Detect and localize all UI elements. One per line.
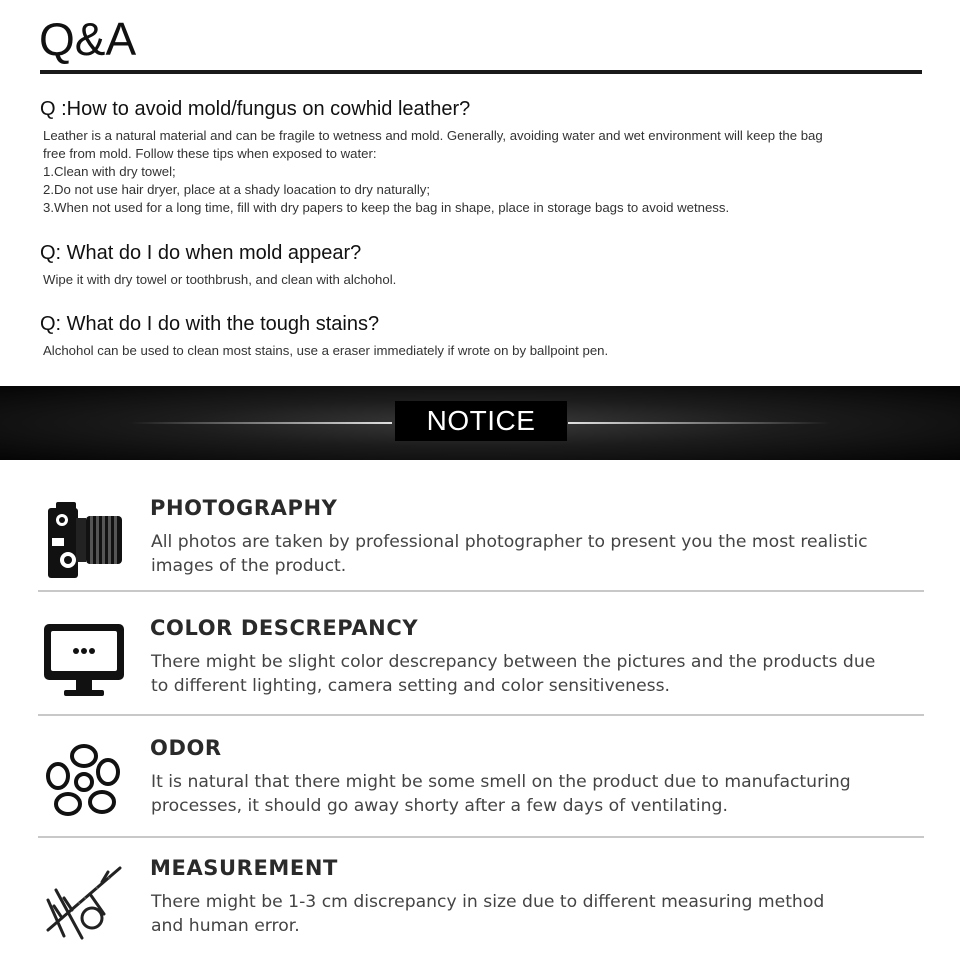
answer-line: Wipe it with dry towel or toothbrush, and clean with alchohol. <box>43 272 397 287</box>
notice-item-color <box>38 610 924 730</box>
answer-line: free from mold. Follow these tips when exposed to water: <box>43 146 377 161</box>
notice-label: NOTICE <box>395 401 567 441</box>
notice-item-desc <box>151 530 921 578</box>
item-divider <box>38 836 924 838</box>
qa-item-mold-prevention <box>40 98 930 217</box>
answer-line: Alchohol can be used to clean most stains, use a eraser immediately if wrote on by ballpoint pen. <box>43 343 609 358</box>
desc-line: It is natural that there might be some smell on the product due to manufacturing <box>151 772 851 792</box>
qa-divider <box>40 70 922 74</box>
desc-line: processes, it should go away shorty after a few days of ventilating. <box>151 796 728 816</box>
camera-icon <box>42 500 126 580</box>
caliper-icon <box>42 860 126 940</box>
notice-line-right <box>568 422 830 424</box>
desc-line: All photos are taken by professional photographer to present you the most realistic <box>151 532 868 552</box>
answer-line: 2.Do not use hair dryer, place at a shady loacation to dry naturally; <box>43 182 431 197</box>
question-title: Q: What do I do with the tough stains? <box>40 313 380 335</box>
desc-line: images of the product. <box>151 556 347 576</box>
notice-item-desc <box>151 890 921 938</box>
question-title: Q :How to avoid mold/fungus on cowhid leather? <box>40 98 471 120</box>
answer-line: 3.When not used for a long time, fill with dry papers to keep the bag in shape, place in storage bags to avoid wetness. <box>43 200 730 215</box>
qa-title: Q&A <box>39 13 137 65</box>
odor-icon <box>42 740 126 820</box>
answer-line: 1.Clean with dry towel; <box>43 164 176 179</box>
notice-item-odor <box>38 730 924 850</box>
answer-line: Leather is a natural material and can be fragile to wetness and mold. Generally, avoiding water and wet environment will keep the bag <box>43 128 823 143</box>
desc-line: to different lighting, camera setting and color sensitiveness. <box>151 676 671 696</box>
notice-item-desc <box>151 770 921 818</box>
question-title: Q: What do I do when mold appear? <box>40 242 362 264</box>
notice-item-measurement <box>38 850 924 968</box>
desc-line: There might be slight color descrepancy between the pictures and the products due <box>151 652 876 672</box>
qa-item-tough-stains <box>40 313 930 360</box>
desc-line: There might be 1-3 cm discrepancy in size due to different measuring method <box>151 892 825 912</box>
answer-text <box>40 271 930 289</box>
notice-item-photography <box>38 490 924 610</box>
monitor-icon <box>42 620 126 700</box>
answer-text <box>40 342 930 360</box>
qa-item-mold-appear <box>40 242 930 289</box>
notice-item-desc <box>151 650 921 698</box>
desc-line: and human error. <box>151 916 300 936</box>
notice-banner <box>0 386 960 460</box>
answer-text <box>40 127 930 217</box>
notice-item-title: MEASUREMENT <box>150 856 338 880</box>
notice-item-title: COLOR DESCREPANCY <box>150 616 419 640</box>
item-divider <box>38 590 924 592</box>
notice-item-title: PHOTOGRAPHY <box>150 496 338 520</box>
item-divider <box>38 714 924 716</box>
notice-item-title: ODOR <box>150 736 222 760</box>
notice-line-left <box>130 422 392 424</box>
